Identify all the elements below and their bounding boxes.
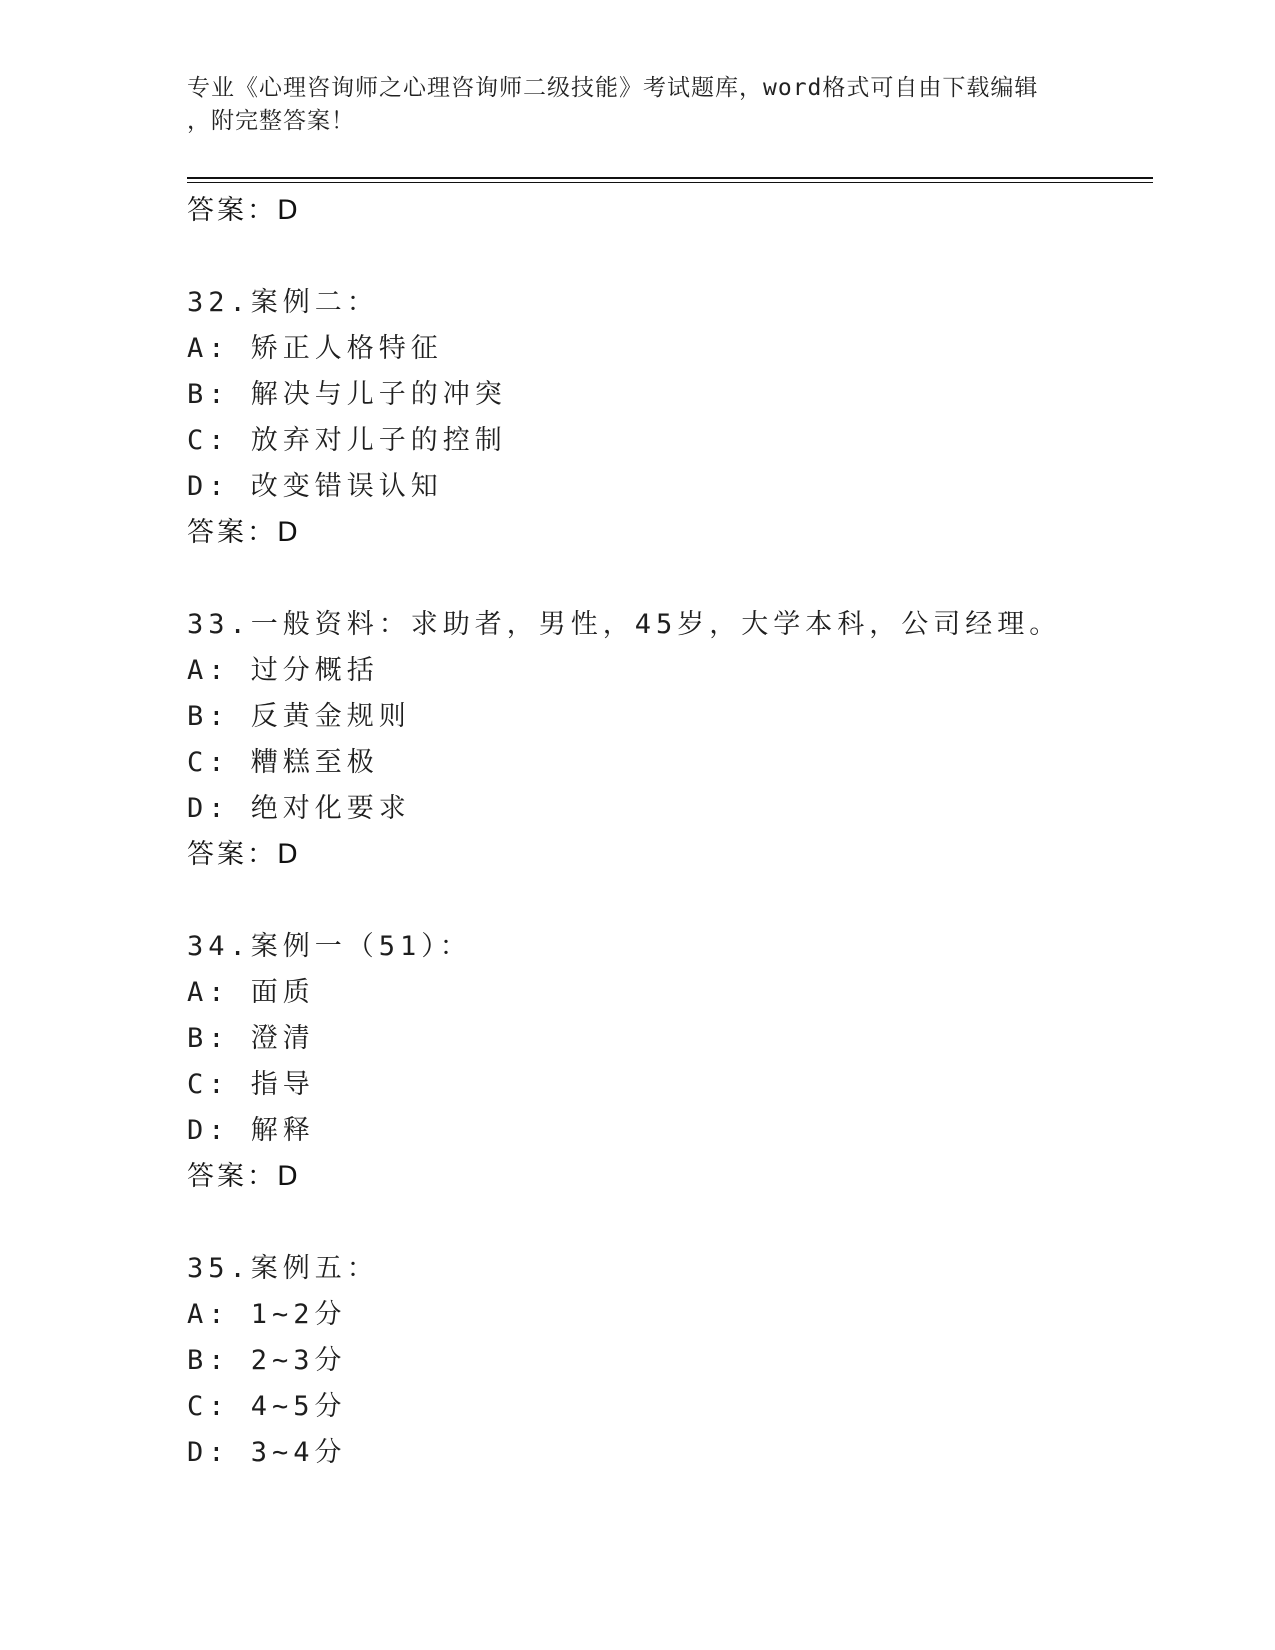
spacer: [187, 1200, 1153, 1246]
option-a: A: 面质: [187, 977, 315, 1008]
option-a: A: 过分概括: [187, 655, 379, 686]
header-rule-thin: [187, 182, 1153, 183]
page-header: [187, 72, 1067, 138]
question-stem: 32.案例二：: [187, 287, 379, 318]
option-d: D: 绝对化要求: [187, 793, 411, 824]
answer-line: 答案：D: [187, 195, 301, 226]
question-33: [187, 602, 1153, 878]
question-stem: 33.一般资料：求助者，男性，45岁，大学本科，公司经理。: [187, 609, 1062, 640]
spacer: [187, 556, 1153, 602]
header-rule-thick: [187, 177, 1153, 179]
option-c: C: 糟糕至极: [187, 747, 379, 778]
answer-line: 答案：D: [187, 839, 301, 870]
option-a: A: 矫正人格特征: [187, 333, 443, 364]
question-stem: 34.案例一（51）：: [187, 931, 472, 962]
question-34: [187, 924, 1153, 1200]
question-stem: 35.案例五：: [187, 1253, 379, 1284]
option-c: C: 指导: [187, 1069, 315, 1100]
option-b: B: 澄清: [187, 1023, 315, 1054]
option-d: D: 改变错误认知: [187, 471, 443, 502]
option-a: A: 1~2分: [187, 1299, 347, 1330]
option-d: D: 3~4分: [187, 1437, 347, 1468]
question-list: [187, 188, 1153, 1476]
question-32: [187, 280, 1153, 556]
question-35: [187, 1246, 1153, 1476]
option-b: B: 2~3分: [187, 1345, 347, 1376]
answer-line: 答案：D: [187, 517, 301, 548]
answer-line: 答案：D: [187, 1161, 301, 1192]
header-subtitle-line: ，附完整答案！: [187, 108, 355, 134]
option-b: B: 反黄金规则: [187, 701, 411, 732]
option-d: D: 解释: [187, 1115, 315, 1146]
header-title-line: 专业《心理咨询师之心理咨询师二级技能》考试题库，word格式可自由下载编辑: [187, 75, 1039, 101]
option-b: B: 解决与儿子的冲突: [187, 379, 507, 410]
option-c: C: 放弃对儿子的控制: [187, 425, 507, 456]
spacer: [187, 878, 1153, 924]
option-c: C: 4~5分: [187, 1391, 347, 1422]
spacer: [187, 234, 1153, 280]
